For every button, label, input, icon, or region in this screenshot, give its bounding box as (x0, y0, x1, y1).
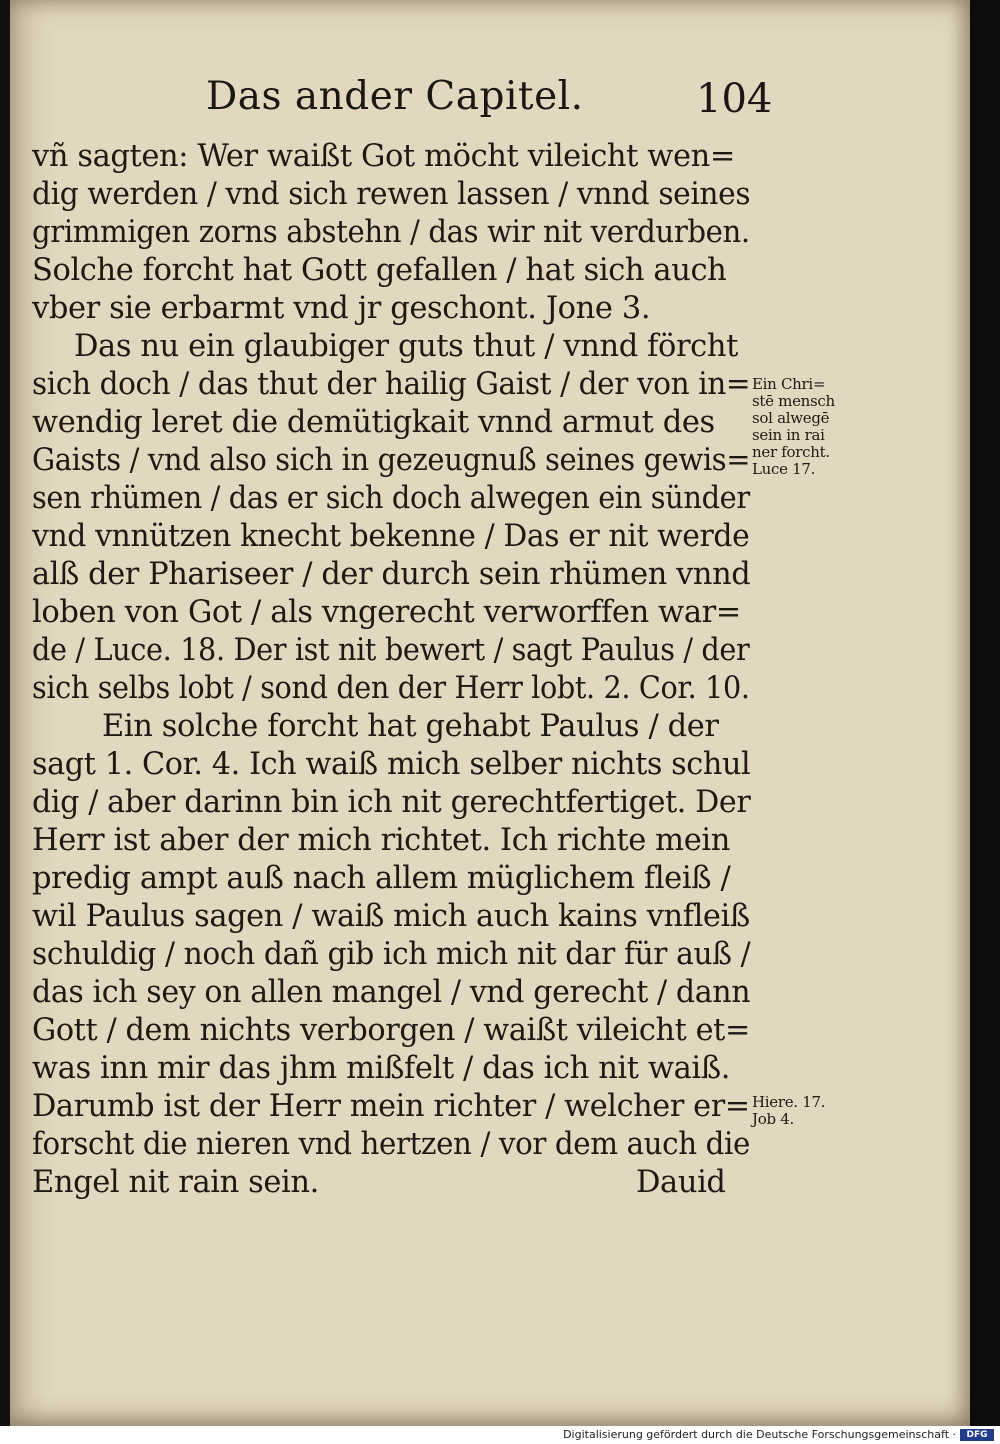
text-line: Engel nit rain sein. (32, 1165, 319, 1200)
text-line: Das nu ein glaubiger guts thut / vnnd förcht (74, 329, 738, 364)
text-line: sich doch / das thut der hailig Gaist / der von in= (32, 367, 751, 402)
margin-note-line: stē mensch (752, 392, 835, 410)
margin-note-line: Luce 17. (752, 460, 816, 478)
scan-edge-left (0, 0, 10, 1444)
running-head: Das ander Capitel. (206, 74, 584, 119)
text-line: de / Luce. 18. Der ist nit bewert / sagt Paulus / der (32, 633, 750, 668)
text-line: grimmigen zorns abstehn / das wir nit verdurben. (32, 215, 750, 250)
text-line: Darumb ist der Herr mein richter / welcher er= (32, 1089, 750, 1124)
text-line: Gott / dem nichts verborgen / waißt vileicht et= (32, 1013, 750, 1048)
margin-note-line: Ein Chri= (752, 375, 826, 393)
text-line: forscht die nieren vnd hertzen / vor dem auch die (32, 1127, 750, 1162)
text-line: vber sie erbarmt vnd jr geschont. Jone 3. (32, 291, 651, 326)
text-line: dig / aber darinn bin ich nit gerechtfertiget. Der (32, 785, 751, 820)
text-line: was inn mir das jhm mißfelt / das ich nit waiß. (32, 1051, 731, 1086)
margin-note-line: Hiere. 17. (752, 1093, 826, 1111)
text-line: sich selbs lobt / sond den der Herr lobt. 2. Cor. 10. (32, 671, 750, 706)
text-line: sagt 1. Cor. 4. Ich waiß mich selber nichts schul (32, 747, 751, 782)
text-line: dig werden / vnd sich rewen lassen / vnnd seines (32, 177, 751, 212)
margin-note-line: ner forcht. (752, 443, 830, 461)
page-number: 104 (696, 76, 773, 122)
text-line: loben von Got / als vngerecht verworffen war= (32, 595, 741, 630)
text-line: predig ampt auß nach allem müglichem fleiß / (32, 861, 731, 896)
credit-bar (0, 1426, 1000, 1444)
text-line: Gaists / vnd also sich in gezeugnuß seines gewis= (32, 443, 751, 478)
text-line: das ich sey on allen mangel / vnd gerecht / dann (32, 975, 751, 1010)
text-line: Solche forcht hat Gott gefallen / hat sich auch (32, 253, 727, 288)
dfg-logo-icon: DFG (960, 1429, 994, 1441)
margin-note-line: sol alwegē (752, 409, 830, 427)
text-line: schuldig / noch dañ gib ich mich nit dar für auß / (32, 937, 751, 972)
text-line: Ein solche forcht hat gehabt Paulus / der (102, 709, 719, 744)
margin-note-line: Job 4. (752, 1110, 794, 1128)
text-line: wendig leret die demütigkait vnnd armut des (32, 405, 715, 440)
margin-note-line: sein in rai (752, 426, 825, 444)
funding-credit: Digitalisierung gefördert durch die Deutsche Forschungsgemeinschaft · (563, 1428, 956, 1441)
book-page (10, 0, 970, 1426)
text-line: sen rhümen / das er sich doch alwegen ein sünder (32, 481, 750, 516)
text-line: vnd vnnützen knecht bekenne / Das er nit werde (32, 519, 750, 554)
text-line: Herr ist aber der mich richtet. Ich richte mein (32, 823, 730, 858)
text-line: alß der Phariseer / der durch sein rhümen vnnd (32, 557, 751, 592)
text-line: wil Paulus sagen / waiß mich auch kains vnfleiß (32, 899, 750, 934)
scan-edge-right (970, 0, 1000, 1444)
text-line: vñ sagten: Wer waißt Got möcht vileicht wen= (32, 139, 736, 174)
catchword: Dauid (636, 1165, 726, 1200)
